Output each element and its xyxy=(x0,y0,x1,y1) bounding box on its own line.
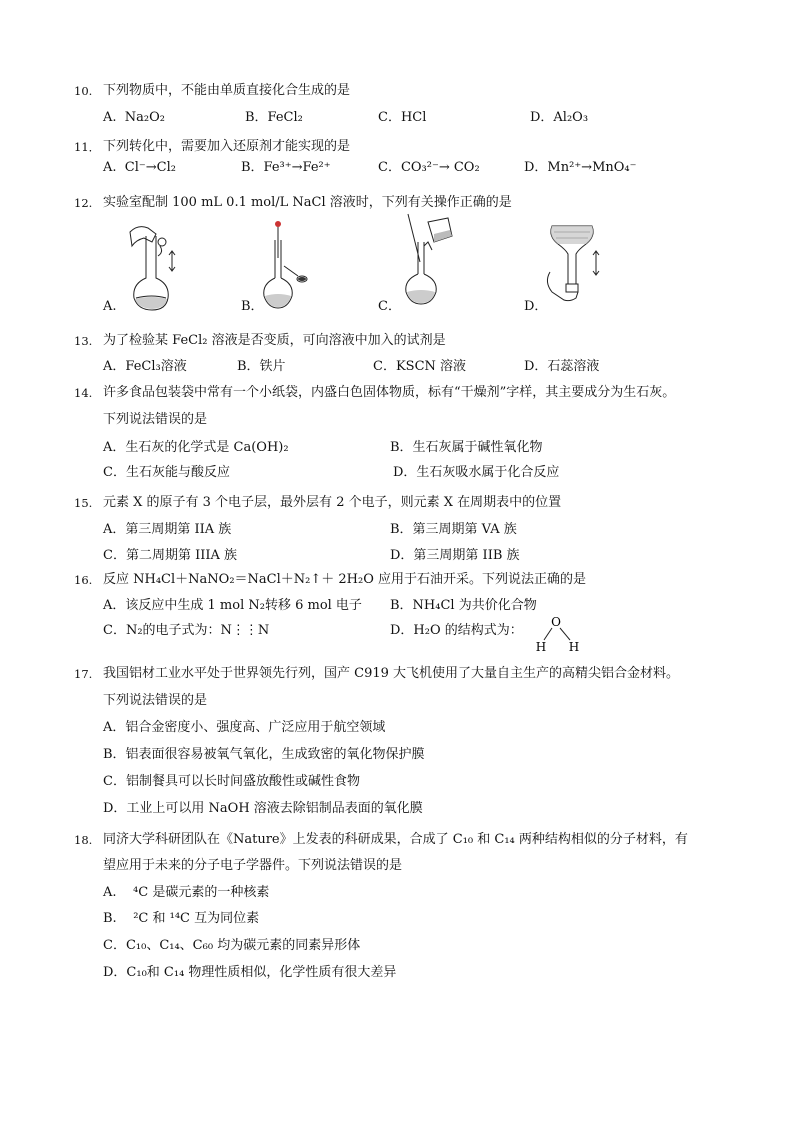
question-stem-11: 下列转化中，需要加入还原剂才能实现的是 xyxy=(103,139,351,154)
q10-option-d: D．Al₂O₃ xyxy=(530,110,589,125)
q17-option-c: C．铝制餐具可以长时间盛放酸性或碱性食物 xyxy=(103,774,360,789)
q12-option-c: C． xyxy=(378,299,401,314)
question-stem-10: 下列物质中，不能由单质直接化合生成的是 xyxy=(103,83,351,98)
question-stem-12: 实验室配制 100 mL 0.1 mol/L NaCl 溶液时，下列有关操作正确的是 xyxy=(103,195,512,210)
q16-option-c: C．N₂的电子式为：N⋮⋮N xyxy=(103,623,270,638)
question-stem-14: 许多食品包装袋中常有一个小纸袋，内盛白色固体物质，标有“干燥剂”字样，其主要成分为生石灰。 xyxy=(103,385,676,400)
question-stem-17: 我国铝材工业水平处于世界领先行列，国产 C919 大飞机使用了大量自主生产的高精尖铝合金材料。 xyxy=(103,666,680,681)
question-number-15: 15. xyxy=(74,496,93,510)
question-stem-14-line2: 下列说法错误的是 xyxy=(103,412,208,427)
question-stem-15: 元素 X 的原子有 3 个电子层，最外层有 2 个电子，则元素 X 在周期表中的位置 xyxy=(103,495,562,510)
q15-option-c: C．第二周期第 IIIA 族 xyxy=(103,548,238,563)
question-number-11: 11． xyxy=(74,140,101,154)
question-stem-18: 同济大学科研团队在《Nature》上发表的科研成果，合成了 C₁₀ 和 C₁₄ 两种结构相似的分子材料，有 xyxy=(103,832,688,847)
q12-option-a: A. xyxy=(103,299,117,314)
question-number-18: 18. xyxy=(74,833,93,847)
q11-option-a: A. Cl⁻→Cl₂ xyxy=(103,160,176,175)
q16-option-b: B．NH₄Cl 为共价化合物 xyxy=(390,598,537,613)
q13-option-b: B．铁片 xyxy=(237,359,286,374)
q12-option-d: D． xyxy=(524,299,548,314)
question-number-14: 14. xyxy=(74,386,93,400)
q15-option-b: B．第三周期第 VA 族 xyxy=(390,522,517,537)
q17-option-b: B．铝表面很容易被氧气氧化，生成致密的氧化物保护膜 xyxy=(103,747,425,762)
q11-option-d: D．Mn²⁺→MnO₄⁻ xyxy=(524,160,637,175)
question-number-17: 17. xyxy=(74,667,93,681)
q17-option-d: D．工业上可以用 NaOH 溶液去除铝制品表面的氧化膜 xyxy=(103,801,423,816)
q16-option-d: D．H₂O 的结构式为： xyxy=(390,623,523,638)
figure-a-flask-shaking xyxy=(122,222,182,314)
question-stem-18-line2: 望应用于未来的分子电子学器件。下列说法错误的是 xyxy=(103,858,403,873)
question-stem-16: 反应 NH₄Cl＋NaNO₂＝NaCl＋N₂↑＋ 2H₂O 应用于石油开采。下列说法正确的是 xyxy=(103,572,586,587)
figure-c-pouring-beaker xyxy=(398,212,458,310)
q15-option-a: A．第三周期第 IIA 族 xyxy=(103,522,232,537)
question-stem-13: 为了检验某 FeCl₂ 溶液是否变质，可向溶液中加入的试剂是 xyxy=(103,333,446,348)
question-number-13: 13. xyxy=(74,334,93,348)
q16-option-a: A．该反应中生成 1 mol N₂转移 6 mol 电子 xyxy=(103,598,362,613)
q13-option-c: C．KSCN 溶液 xyxy=(373,359,467,374)
question-number-16: 16. xyxy=(74,573,93,587)
water-oxygen-atom: O xyxy=(551,615,561,629)
q13-option-a: A．FeCl₃溶液 xyxy=(103,359,187,374)
q17-option-a: A．铝合金密度小、强度高、广泛应用于航空领域 xyxy=(103,720,386,735)
q14-option-b: B．生石灰属于碱性氧化物 xyxy=(390,440,543,455)
figure-d-inverted-flask xyxy=(540,222,606,312)
water-structural-formula xyxy=(532,614,584,654)
q18-option-c: C．C₁₀、C₁₄、C₆₀ 均为碳元素的同素异形体 xyxy=(103,938,361,953)
q15-option-d: D．第三周期第 IIB 族 xyxy=(390,548,520,563)
q10-option-b: B．FeCl₂ xyxy=(245,110,303,125)
water-hydrogen-atom-left: H xyxy=(535,640,547,654)
figure-b-flask-dropper xyxy=(258,218,318,312)
q14-option-d: D．生石灰吸水属于化合反应 xyxy=(393,465,560,480)
question-number-12: 12. xyxy=(74,196,93,210)
q18-option-d: D．C₁₀和 C₁₄ 物理性质相似，化学性质有很大差异 xyxy=(103,965,397,980)
q13-option-d: D．石蕊溶液 xyxy=(524,359,600,374)
q11-option-b: B．Fe³⁺→Fe²⁺ xyxy=(241,160,331,175)
q14-option-a: A．生石灰的化学式是 Ca(OH)₂ xyxy=(103,440,289,455)
question-stem-17-line2: 下列说法错误的是 xyxy=(103,693,208,708)
question-number-10: 10. xyxy=(74,84,93,98)
q18-option-b: B. ²C 和 ¹⁴C 互为同位素 xyxy=(103,911,260,926)
q10-option-a: A. Na₂O₂ xyxy=(103,110,165,125)
q12-option-b: B． xyxy=(241,299,264,314)
q14-option-c: C．生石灰能与酸反应 xyxy=(103,465,230,480)
q18-option-a: A. ⁴C 是碳元素的一种核素 xyxy=(103,885,270,900)
q11-option-c: C．CO₃²⁻→ CO₂ xyxy=(378,160,480,175)
water-hydrogen-atom-right: H xyxy=(568,640,580,654)
q10-option-c: C．HCl xyxy=(378,110,427,125)
